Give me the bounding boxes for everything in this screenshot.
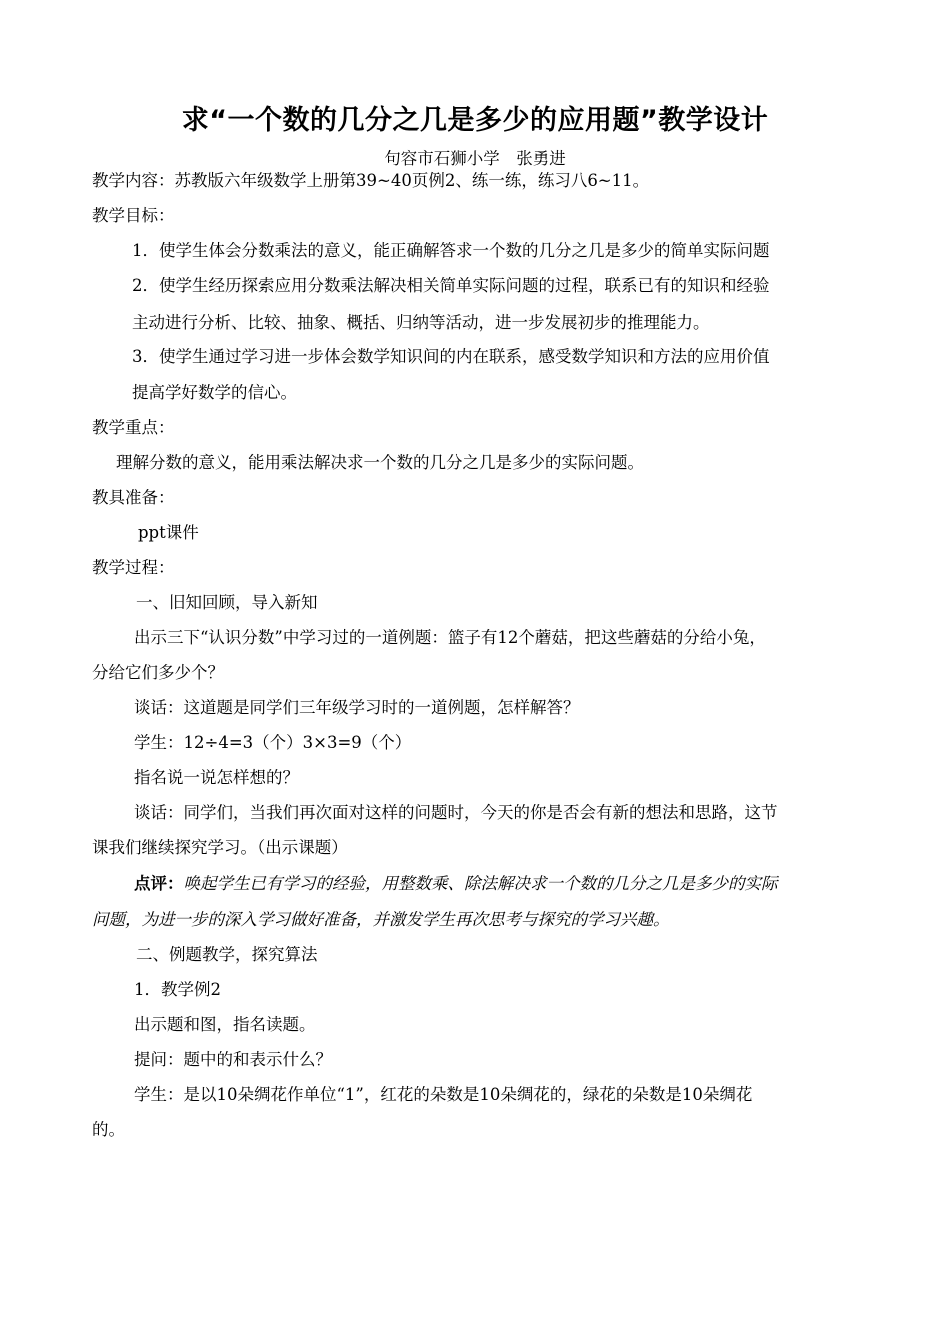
objective-item-1: 1．使学生体会分数乘法的意义，能正确解答求一个数的几分之几是多少的简单实际问题 — [132, 241, 770, 260]
section-2-title: 二、例题教学，探究算法 — [136, 945, 318, 964]
objectives-heading: 教学目标： — [92, 206, 175, 225]
paragraph-7: 提问：题中的和表示什么？ — [134, 1050, 332, 1069]
objective-item-3-line-1: 3．使学生通过学习进一步体会数学知识间的内在联系，感受数学知识和方法的应用价值 — [132, 347, 770, 366]
comment-label: 点评： — [134, 874, 184, 893]
paragraph-3: 学生：12÷4=3（个）3×3=9（个） — [134, 733, 412, 752]
key-points-heading: 教学重点： — [92, 418, 175, 437]
materials-text: ppt课件 — [138, 523, 199, 542]
key-points-text: 理解分数的意义，能用乘法解决求一个数的几分之几是多少的实际问题。 — [116, 453, 644, 472]
comment-line-1 — [134, 874, 778, 894]
document-title: 求“一个数的几分之几是多少的应用题”教学设计 — [181, 105, 769, 136]
comment-text-1: 唤起学生已有学习的经验，用整数乘、除法解决求一个数的几分之几是多少的实际 — [183, 874, 778, 893]
section-1-title: 一、旧知回顾，导入新知 — [136, 593, 318, 612]
objective-item-2-line-2: 主动进行分析、比较、抽象、概括、归纳等活动，进一步发展初步的推理能力。 — [132, 313, 710, 332]
paragraph-6: 出示题和图，指名读题。 — [134, 1015, 316, 1034]
author-line: 句容市石狮小学 张勇进 — [384, 149, 566, 168]
paragraph-5-line-1: 谈话：同学们，当我们再次面对这样的问题时，今天的你是否会有新的想法和思路，这节 — [134, 803, 778, 822]
objective-item-2-line-1: 2．使学生经历探索应用分数乘法解决相关简单实际问题的过程，联系已有的知识和经验 — [132, 276, 770, 295]
paragraph-2: 谈话：这道题是同学们三年级学习时的一道例题，怎样解答？ — [134, 698, 580, 717]
process-heading: 教学过程： — [92, 558, 175, 577]
materials-heading: 教具准备： — [92, 488, 175, 507]
paragraph-1-line-2: 分给它们多少个？ — [92, 663, 224, 682]
paragraph-5-line-2: 课我们继续探究学习。（出示课题） — [92, 838, 348, 857]
paragraph-4: 指名说一说怎样想的？ — [134, 768, 299, 787]
objective-item-3-line-2: 提高学好数学的信心。 — [132, 383, 297, 402]
teaching-content-line: 教学内容：苏教版六年级数学上册第39~40页例2、练一练，练习八6~11。 — [92, 171, 650, 190]
paragraph-1-line-1: 出示三下“认识分数”中学习过的一道例题：篮子有12个蘑菇，把这些蘑菇的分给小兔， — [134, 628, 766, 647]
subsection-1-title: 1．教学例2 — [134, 980, 221, 999]
paragraph-8-line-1: 学生：是以10朵绸花作单位“1”，红花的朵数是10朵绸花的，绿花的朵数是10朵绸花 — [134, 1085, 753, 1104]
paragraph-8-line-2: 的。 — [92, 1120, 125, 1139]
comment-line-2: 问题，为进一步的深入学习做好准备，并激发学生再次思考与探究的学习兴趣。 — [92, 910, 670, 929]
